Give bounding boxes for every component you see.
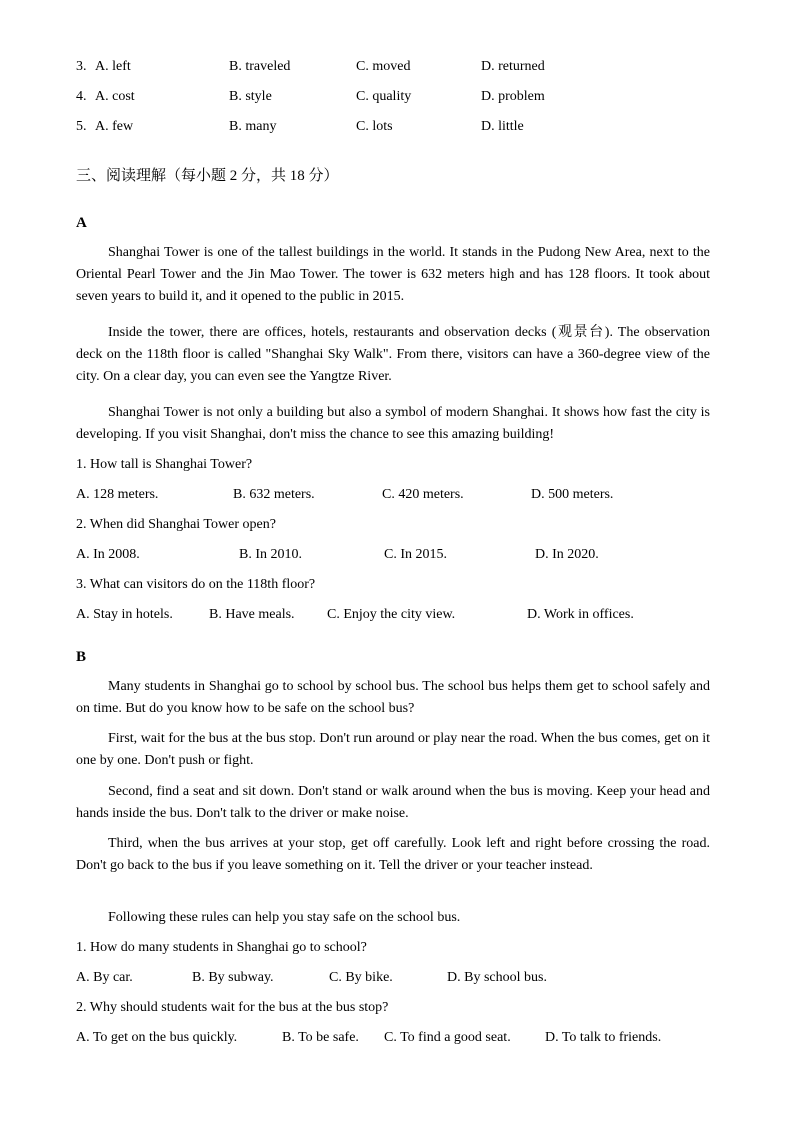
answers-a3	[76, 605, 716, 625]
question-a2: 2. When did Shanghai Tower open?	[76, 517, 276, 532]
answer-b: B. 632 meters.	[233, 487, 315, 502]
question-a3: 3. What can visitors do on the 118th floor?	[76, 577, 316, 592]
option-b: B. traveled	[229, 59, 291, 74]
passage-b-paragraph-2: First, wait for the bus at the bus stop. Don't run around or play near the road. When the bus comes, get on it one by one. Don't push or fight.	[76, 731, 710, 768]
passage-b-label: B	[76, 649, 87, 665]
option-c: C. quality	[356, 89, 412, 104]
passage-a-label: A	[76, 215, 87, 231]
answer-b: B. By subway.	[192, 970, 274, 985]
answer-c: C. To find a good seat.	[384, 1030, 511, 1045]
answer-a: A. To get on the bus quickly.	[76, 1030, 238, 1045]
answer-b: B. Have meals.	[209, 607, 295, 622]
option-c: C. moved	[356, 59, 411, 74]
option-b: B. many	[229, 119, 277, 134]
answers-a1	[76, 485, 716, 505]
passage-b-paragraph-4: Third, when the bus arrives at your stop, get off carefully. Look left and right before crossing the road. Don't go back to the bus if you leave something on it. Tell the driver or your teacher instead.	[76, 836, 710, 873]
option-d: D. returned	[481, 59, 545, 74]
passage-a-paragraph-2: Inside the tower, there are offices, hotels, restaurants and observation decks (观景台). The observation deck on the 118th floor is called "Shanghai Sky Walk". From there, visitors can have a 360-degree view of the city. On a clear day, you can even see the Yangtze River.	[76, 325, 710, 384]
question-b1: 1. How do many students in Shanghai go to school?	[76, 940, 367, 955]
answer-d: D. Work in offices.	[527, 607, 634, 622]
option-a: A. few	[95, 119, 134, 134]
answer-c: C. By bike.	[329, 970, 393, 985]
question-number: 3.	[76, 59, 87, 74]
option-d: D. problem	[481, 89, 545, 104]
option-c: C. lots	[356, 119, 393, 134]
question-b2: 2. Why should students wait for the bus at the bus stop?	[76, 1000, 389, 1015]
answer-a: A. Stay in hotels.	[76, 607, 173, 622]
passage-a-paragraph-1: Shanghai Tower is one of the tallest buildings in the world. It stands in the Pudong New Area, next to the Oriental Pearl Tower and the Jin Mao Tower. The tower is 632 meters high and has 128 floors. It took about seven years to build it, and it opened to the public in 2015.	[76, 245, 710, 304]
answer-d: D. In 2020.	[535, 547, 599, 562]
answer-c: C. 420 meters.	[382, 487, 464, 502]
answers-a2	[76, 545, 716, 565]
answer-b: B. In 2010.	[239, 547, 302, 562]
passage-b-paragraph-3: Second, find a seat and sit down. Don't stand or walk around when the bus is moving. Keep your head and hands inside the bus. Don't talk to the driver or make noise.	[76, 784, 710, 821]
question-number: 4.	[76, 89, 87, 104]
answer-c: C. Enjoy the city view.	[327, 607, 456, 622]
answer-d: D. 500 meters.	[531, 487, 614, 502]
passage-b-paragraph-1: Many students in Shanghai go to school by school bus. The school bus helps them get to school safely and on time. But do you know how to be safe on the school bus?	[76, 679, 710, 716]
answer-c: C. In 2015.	[384, 547, 447, 562]
answer-a: A. 128 meters.	[76, 487, 159, 502]
option-d: D. little	[481, 119, 524, 134]
answers-b2	[76, 1028, 716, 1048]
question-a1: 1. How tall is Shanghai Tower?	[76, 457, 253, 472]
section-title: 三、阅读理解（每小题 2 分，共 18 分）	[76, 168, 339, 184]
passage-b-paragraph-5: Following these rules can help you stay safe on the school bus.	[108, 910, 461, 925]
answer-b: B. To be safe.	[282, 1030, 359, 1045]
answer-d: D. To talk to friends.	[545, 1030, 662, 1045]
answer-d: D. By school bus.	[447, 970, 547, 985]
option-a: A. cost	[95, 89, 135, 104]
answers-b1	[76, 968, 716, 988]
answer-a: A. In 2008.	[76, 547, 140, 562]
option-b: B. style	[229, 89, 272, 104]
question-number: 5.	[76, 119, 87, 134]
passage-a-paragraph-3: Shanghai Tower is not only a building but also a symbol of modern Shanghai. It shows how fast the city is developing. If you visit Shanghai, don't miss the chance to see this amazing building!	[76, 405, 710, 442]
option-a: A. left	[95, 59, 131, 74]
answer-a: A. By car.	[76, 970, 133, 985]
